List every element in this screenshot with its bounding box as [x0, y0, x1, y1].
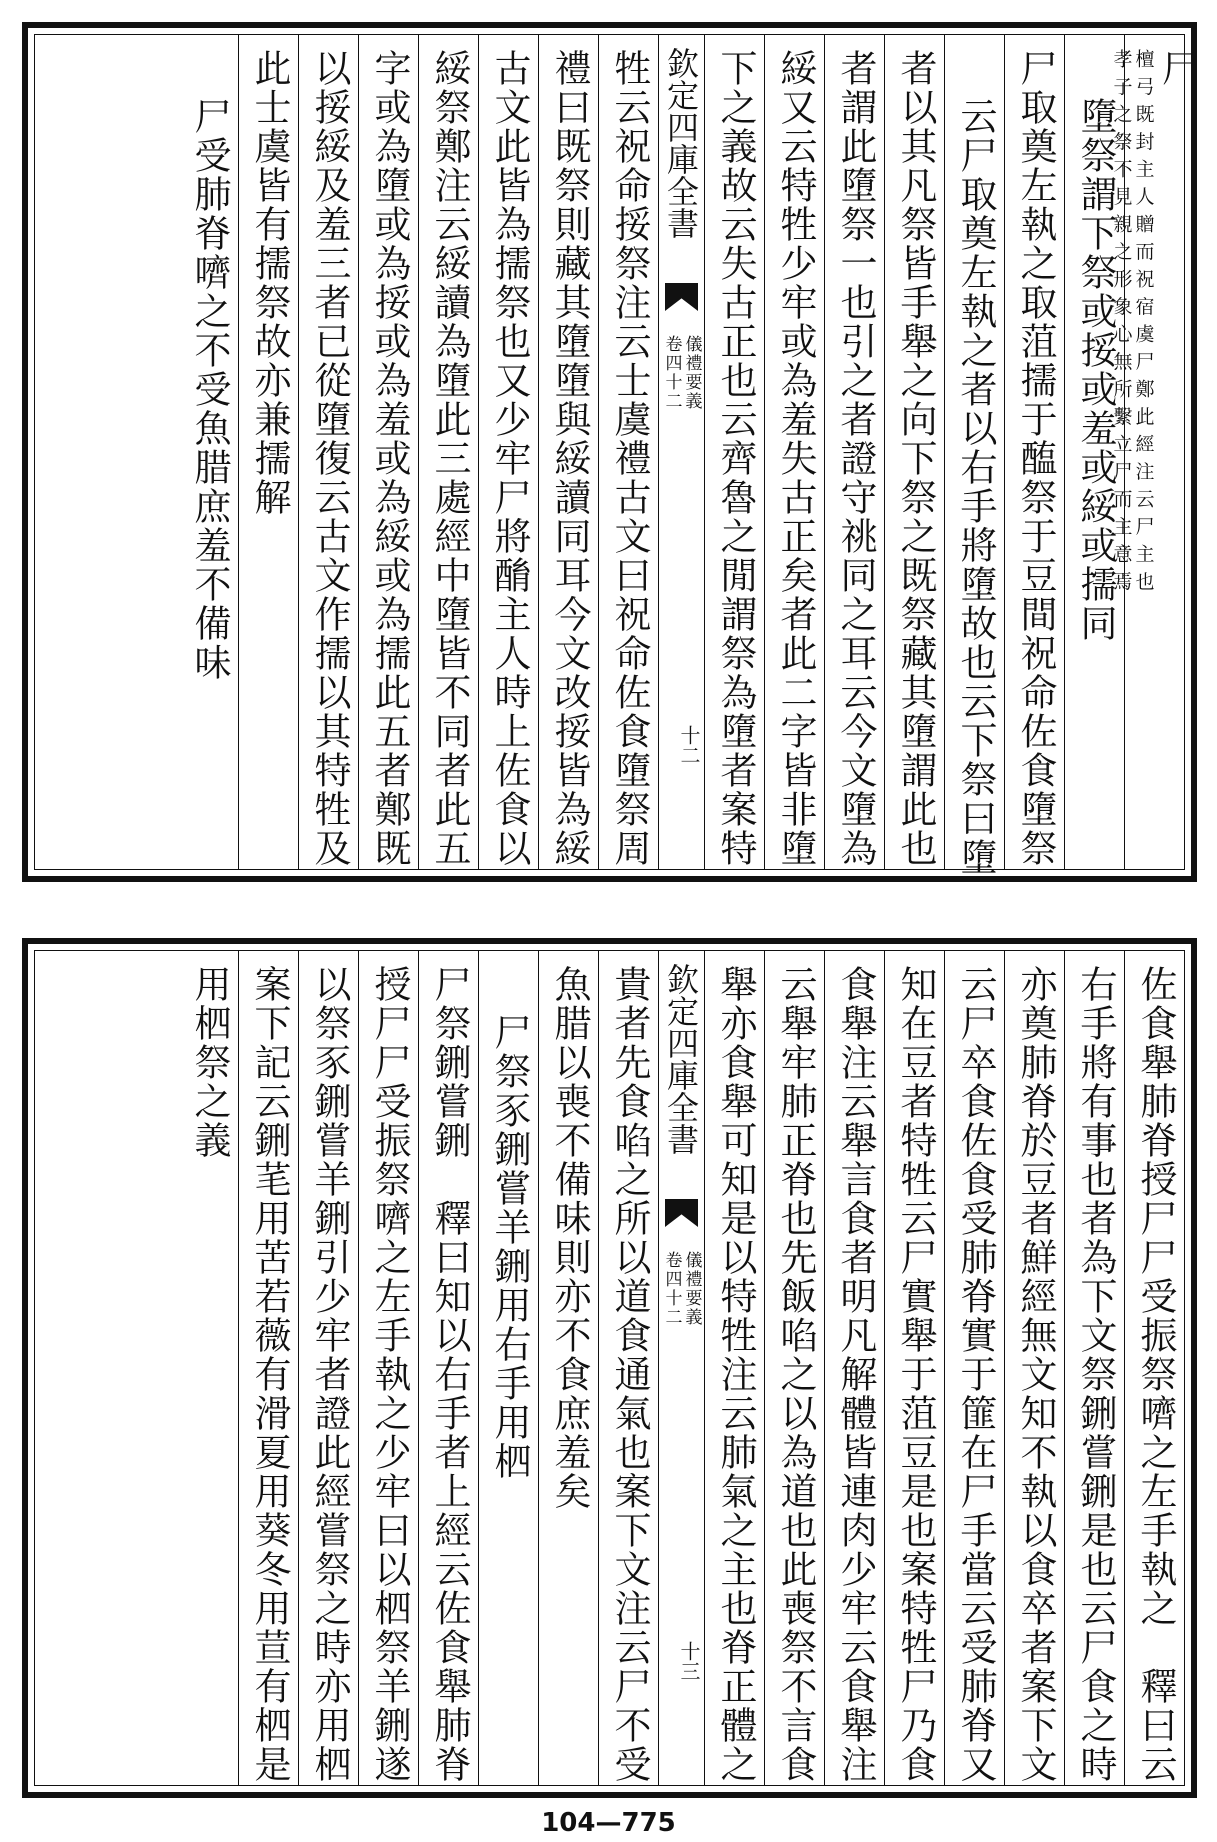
annotation-line: 檀弓既封主人贈而祝宿虞尸鄭此經注云尸主也: [1132, 49, 1155, 599]
column-text: 尸祭豕鉶嘗羊鉶用右手用柶: [488, 1013, 531, 1481]
text-column: [538, 35, 598, 869]
column-text: 者以其凡祭皆手舉之向下祭之既祭藏其墮謂此也: [894, 49, 937, 868]
column-text: 尸取奠左執之取菹擩于醢祭于豆間祝命佐食墮祭: [1014, 49, 1057, 868]
annotation-line: 孝子之祭不見親之形象心無所繫立尸而主意焉: [1110, 49, 1133, 599]
book-title: 儀禮要義: [681, 1251, 702, 1327]
column-text: 牲云祝命挼祭注云士虞禮古文曰祝命佐食墮祭周: [608, 49, 651, 868]
fish-tail-mark-icon: [665, 1199, 698, 1227]
text-column: [1064, 951, 1124, 1785]
column-text: 古文此皆為擩祭也又少牢尸將酳主人時上佐食以: [488, 49, 531, 868]
column-text: 貴者先食啗之所以道食通氣也案下文注云尸不受: [608, 965, 651, 1784]
column-text: 墮祭謂下祭或挼或羞或綏或擩同: [1074, 97, 1117, 643]
column-text: 云舉牢肺正脊也先飯啗之以為道也此喪祭不言食: [774, 965, 817, 1784]
text-column: [598, 35, 658, 869]
collection-title: 欽定四庫全書: [662, 963, 700, 1155]
center-spine: [658, 35, 704, 869]
text-column: [824, 35, 884, 869]
column-text: 右手將有事也者為下文祭鉶嘗鉶是也云尸食之時: [1074, 965, 1117, 1784]
text-column: [178, 35, 238, 869]
column-text: 尸受肺脊嚌之不受魚腊庶羞不備味: [188, 97, 231, 682]
column-text: 云尸取奠左執之者以右手將墮故也云下祭曰墮: [954, 97, 997, 877]
lead-character: 尸: [1155, 49, 1199, 86]
column-text: 佐食舉肺脊授尸尸受振祭嚌之左手執之 釋曰云: [1134, 965, 1177, 1784]
text-columns: [35, 951, 1184, 1785]
text-column: [704, 951, 764, 1785]
volume-label: 卷四十二: [661, 1251, 682, 1327]
folio-number: 十三: [677, 1641, 701, 1681]
text-column: [178, 951, 238, 1785]
text-column: [238, 951, 298, 1785]
collection-title: 欽定四庫全書: [662, 47, 700, 239]
column-text: 授尸尸受振祭嚌之左手執之少牢曰以柶祭羊鉶遂: [368, 965, 411, 1784]
column-text: 云尸卒食佐食受肺脊實于篚在尸手當云受肺脊又: [954, 965, 997, 1784]
text-column: [1004, 951, 1064, 1785]
text-column: [298, 951, 358, 1785]
column-text: 尸祭鉶嘗鉶 釋曰知以右手者上經云佐食舉肺脊: [428, 965, 471, 1784]
column-text: 魚腊以喪不備味則亦不食庶羞矣: [548, 965, 591, 1511]
text-column: [418, 951, 478, 1785]
column-text: 案下記云鉶芼用苦若薇有滑夏用葵冬用荁有柶是: [248, 965, 291, 1784]
text-column: [704, 35, 764, 869]
column-text: 綏祭鄭注云綏讀為墮此三處經中墮皆不同者此五: [428, 49, 471, 868]
text-column: [478, 35, 538, 869]
text-column: [944, 35, 1004, 877]
column-text: 用柶祭之義: [188, 965, 231, 1160]
text-column: [764, 951, 824, 1785]
text-column: [1064, 35, 1124, 869]
column-text: 此士虞皆有擩祭故亦兼擩解: [248, 49, 291, 517]
text-column: [358, 951, 418, 1785]
page-frame: [34, 950, 1185, 1786]
text-column: [598, 951, 658, 1785]
column-text: 字或為墮或為挼或為羞或為綏或為擩此五者鄭既: [368, 49, 411, 868]
column-text: 下之義故云失古正也云齊魯之閒謂祭為墮者案特: [714, 49, 757, 868]
volume-label: 卷四十二: [661, 335, 682, 411]
text-column: [884, 35, 944, 869]
book-title: 儀禮要義: [681, 335, 702, 411]
folio-number: 十二: [677, 725, 701, 765]
text-column: [1124, 951, 1184, 1785]
page-number-footer: 104—775: [541, 1808, 676, 1838]
spine-labels: [659, 335, 704, 411]
text-column: [478, 951, 538, 1785]
text-column: [298, 35, 358, 869]
column-text: 綏又云特牲少牢或為羞失古正矣者此二字皆非墮: [774, 49, 817, 868]
page-bottom: [22, 938, 1197, 1798]
text-column: [764, 35, 824, 869]
spine-labels: [659, 1251, 704, 1327]
text-column: [1004, 35, 1064, 869]
text-column: [538, 951, 598, 1785]
column-text: 以祭豕鉶嘗羊鉶引少牢者證此經嘗祭之時亦用柶: [308, 965, 351, 1784]
text-columns: [35, 35, 1199, 877]
column-text: 禮曰既祭則藏其墮墮與綏讀同耳今文改挼皆為綏: [548, 49, 591, 868]
column-text: 知在豆者特牲云尸實舉于菹豆是也案特牲尸乃食: [894, 965, 937, 1784]
page-top: [22, 22, 1197, 882]
text-column: [1110, 35, 1199, 869]
text-column: [884, 951, 944, 1785]
column-text: 者謂此墮祭一也引之者證守祧同之耳云今文墮為: [834, 49, 877, 868]
text-column: [358, 35, 418, 869]
text-column: [418, 35, 478, 869]
column-text: 以挼綏及羞三者已從墮復云古文作擩以其特牲及: [308, 49, 351, 868]
column-text: 亦奠肺脊於豆者鮮經無文知不執以食卒者案下文: [1014, 965, 1057, 1784]
text-column: [824, 951, 884, 1785]
text-column: [238, 35, 298, 869]
text-column: [944, 951, 1004, 1785]
column-text: 舉亦食舉可知是以特牲注云肺氣之主也脊正體之: [714, 965, 757, 1784]
column-text: 食舉注云舉言食者明凡解體皆連肉少牢云食舉注: [834, 965, 877, 1784]
fish-tail-mark-icon: [665, 283, 698, 311]
page-frame: [34, 34, 1199, 877]
center-spine: [658, 951, 704, 1785]
